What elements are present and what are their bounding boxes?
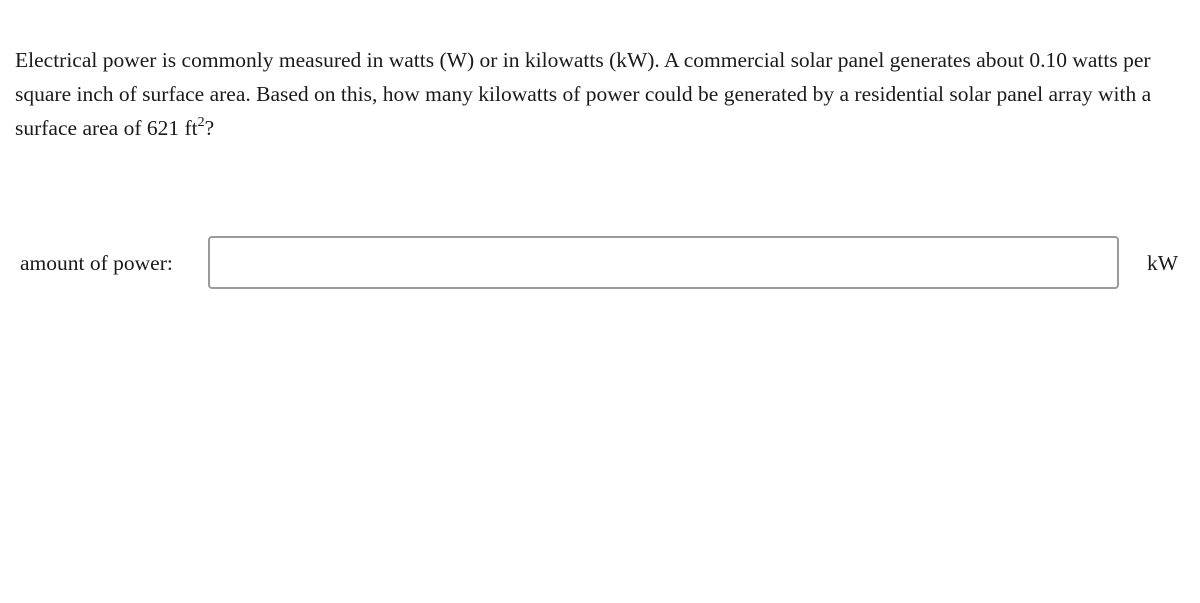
- answer-unit: kW: [1147, 251, 1179, 275]
- power-answer-input[interactable]: [208, 236, 1119, 289]
- exponent-superscript: 2: [197, 114, 205, 130]
- question-body: Electrical power is commonly measured in watts (W) or in kilowatts (kW). A commercial solar panel generates about 0.10 watts per square inch of surface area. Based on this, how many kilowatts of power could be generated by a residential solar panel array with a surface area of 621 ft: [15, 48, 1152, 140]
- answer-label: amount of power:: [20, 251, 173, 275]
- question-end: ?: [204, 116, 215, 140]
- question-text: [15, 43, 1190, 145]
- answer-row: [0, 236, 1200, 289]
